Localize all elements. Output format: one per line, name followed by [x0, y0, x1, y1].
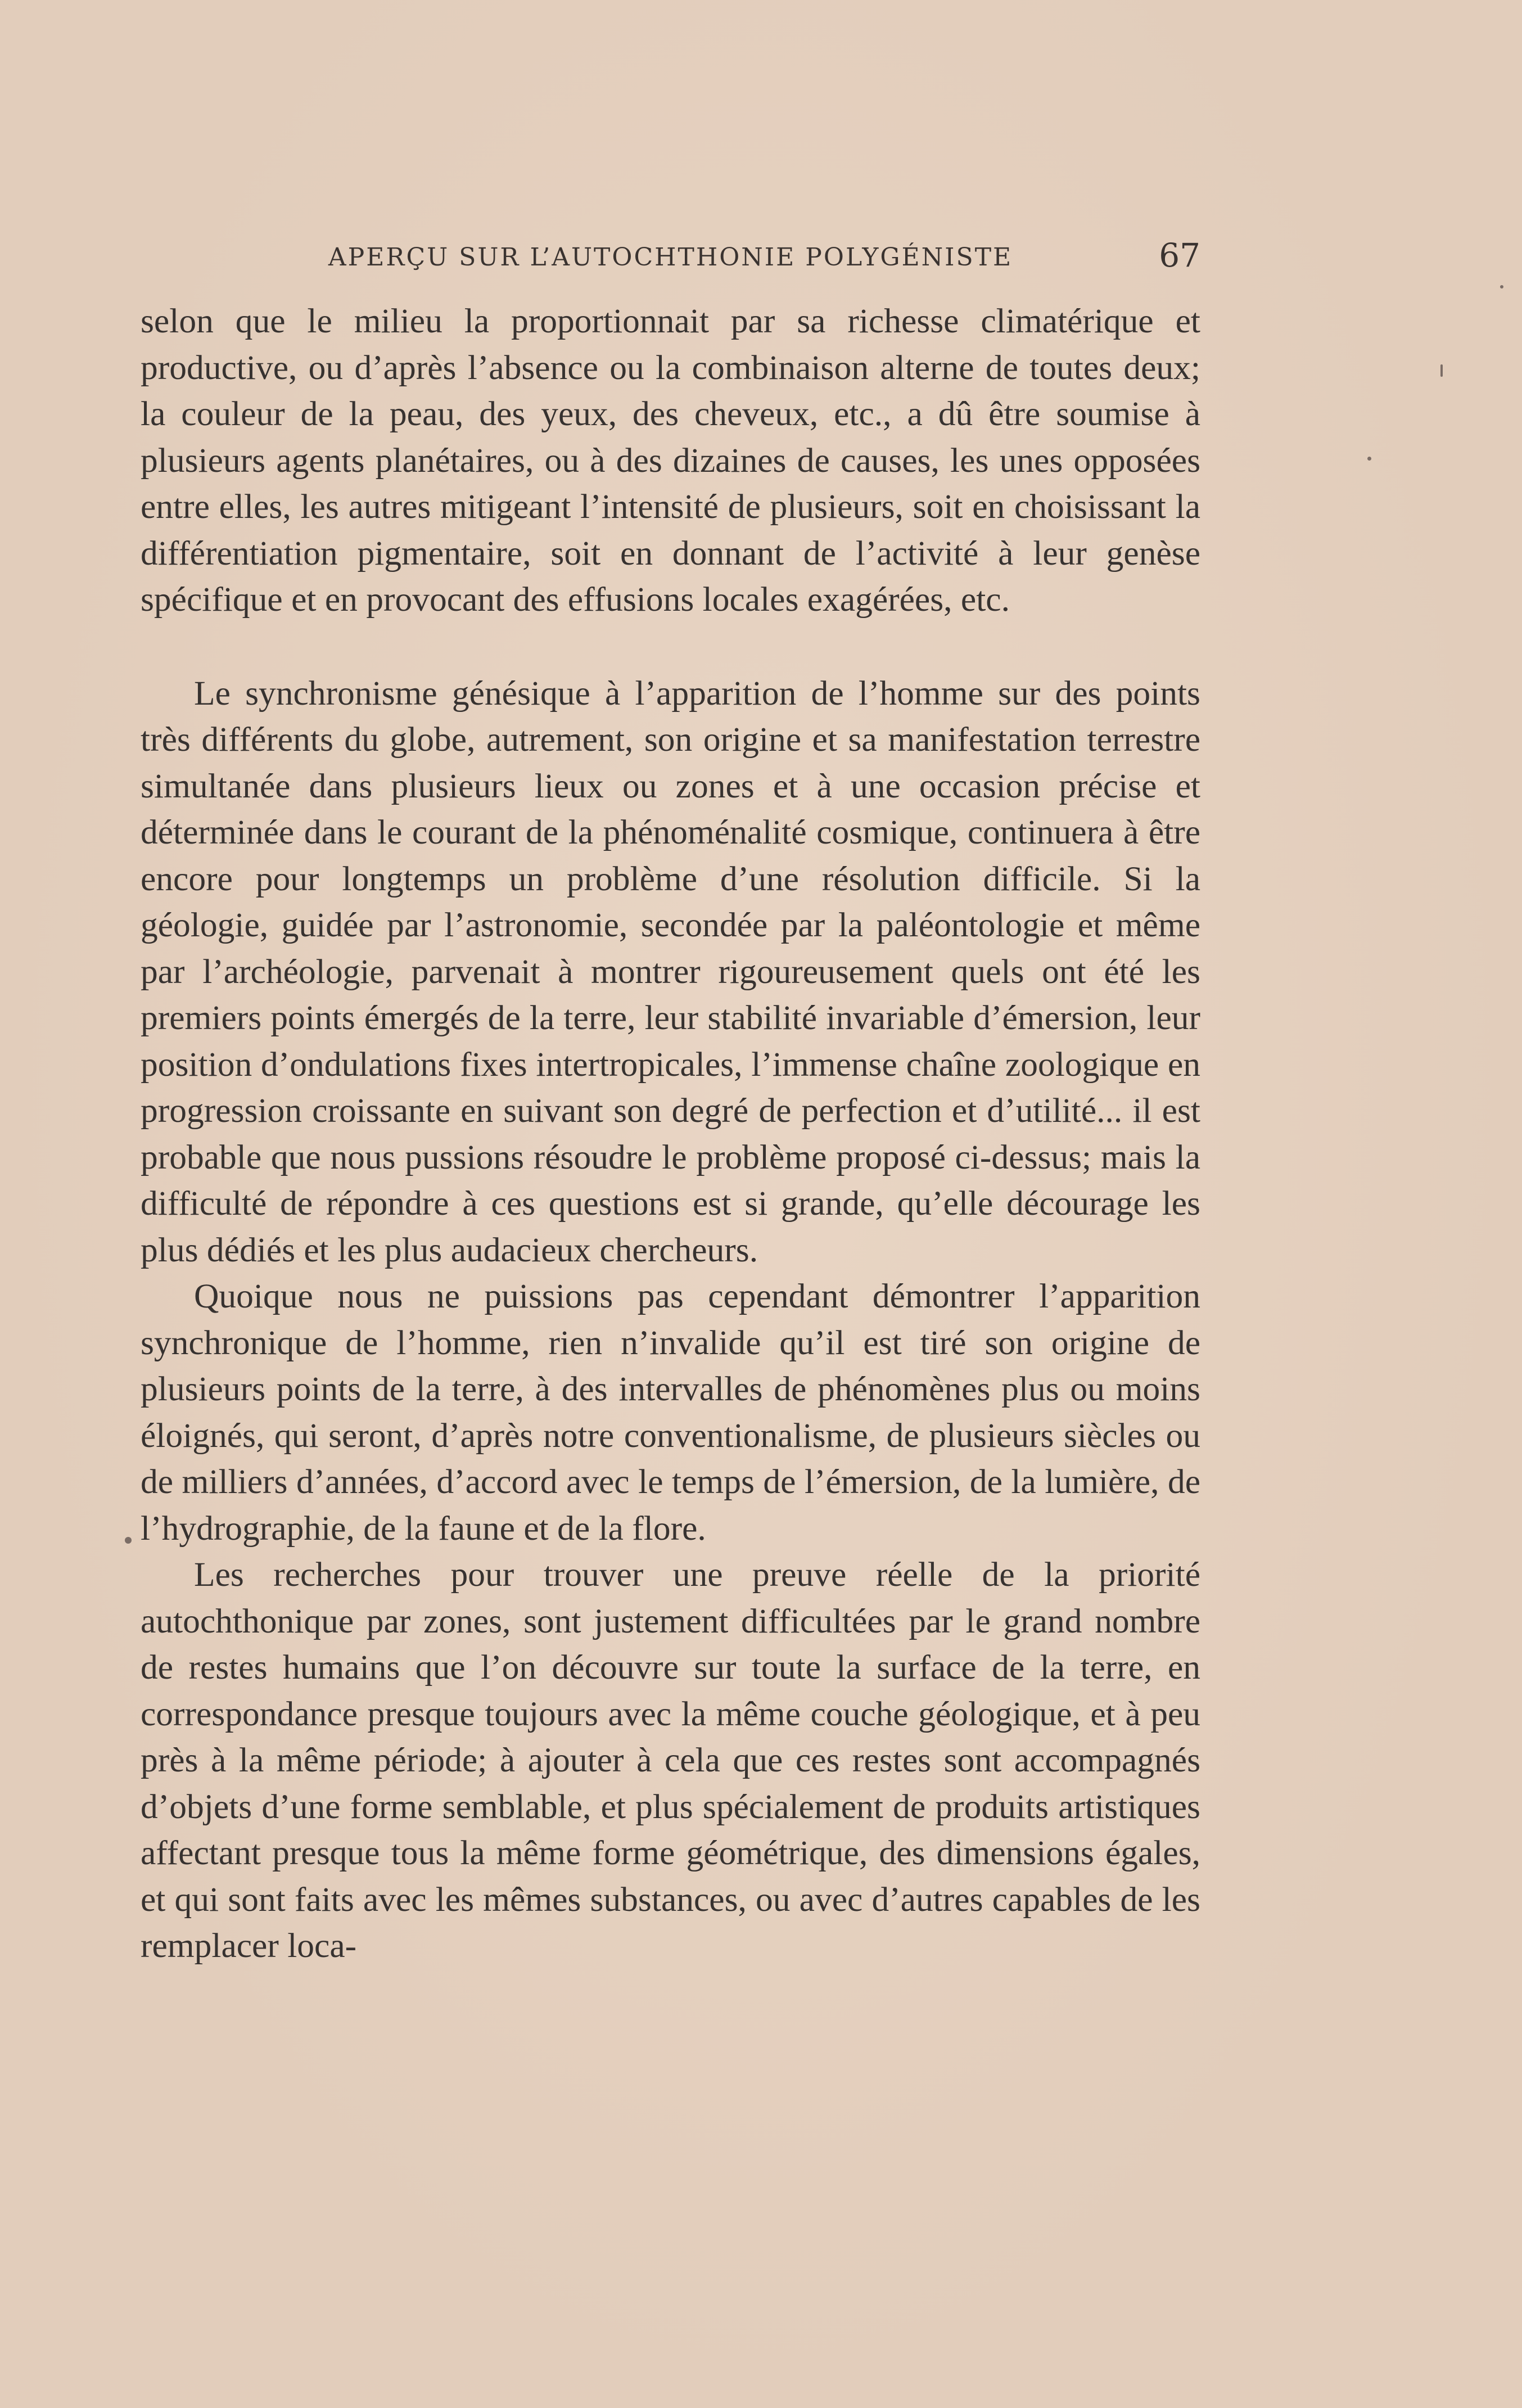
body-text — [141, 298, 1200, 1969]
paper-speck — [125, 1537, 132, 1544]
running-title: APERÇU SUR L’AUTOCHTHONIE POLYGÉNISTE — [328, 243, 1013, 272]
paper-speck — [1367, 457, 1371, 461]
paragraph-quoique: Quoique nous ne puissions pas cependant démontrer l’apparition synchronique de l’homme, rien n’invalide qu’il est tiré son origine de plusieurs points de la terre, à des intervalles de phénomènes plus ou moins éloignés, qui seront, d’après notre conventionalisme, de plusieurs siècles ou de milliers d’années, d’accord avec le temps de l’émersion, de la lumière, de l’hydrographie, de la faune et de la flore. — [141, 1277, 1200, 1548]
paragraph-recherches: Les recherches pour trouver une preuve réelle de la priorité autochthonique par zones, sont justement difficultées par le grand nombre de restes humains que l’on découvre sur toute la surface de la terre, en correspondance presque toujours avec la même couche géologique, et à peu près à la même période; à ajouter à cela que ces restes sont accompagnés d’objets d’une forme semblable, et plus spécialement de produits artistiques affectant presque tous la même forme géométrique, des dimensions égales, et qui sont faits avec les mêmes substances, ou avec d’autres capables de les remplacer loca- — [141, 1555, 1200, 1965]
page-header — [141, 236, 1200, 281]
paragraph-synchronisme: Le synchronisme génésique à l’apparition de l’homme sur des points très différents du globe, autrement, son origine et sa manifestation terrestre simultanée dans plusieurs lieux ou zones et à une occasion précise et déterminée dans le courant de la phénoménalité cosmique, continuera à être encore pour longtemps un problème d’une résolution difficile. Si la géologie, guidée par l’astronomie, secondée par la paléontologie et même par l’archéologie, parvenait à montrer rigoureusement quels ont été les premiers points émergés de la terre, leur stabilité invariable d’émersion, leur position d’ondulations fixes intertropicales, l’immense chaîne zoologique en progression croissante en suivant son degré de perfection et d’utilité... il est probable que nous pussions résoudre le problème proposé ci-dessus; mais la difficulté de répondre à ces questions est si grande, qu’elle décourage les plus dédiés et les plus audacieux chercheurs. — [141, 674, 1200, 1269]
page-number: 67 — [1159, 236, 1200, 274]
paper-speck — [1500, 285, 1503, 288]
paper-speck — [1440, 364, 1443, 377]
paragraph-continuation: selon que le milieu la proportionnait par sa richesse climatérique et productive, ou d’après l’absence ou la combinaison alterne de toutes deux; la couleur de la peau, des yeux, des cheveux, etc., a dû être soumise à plusieurs agents planétaires, ou à des dizaines de causes, les unes opposées entre elles, les autres mitigeant l’intensité de plusieurs, soit en choisissant la différentiation pigmentaire, soit en donnant de l’activité à leur genèse spécifique et en provocant des effusions locales exagérées, etc. — [141, 302, 1200, 619]
